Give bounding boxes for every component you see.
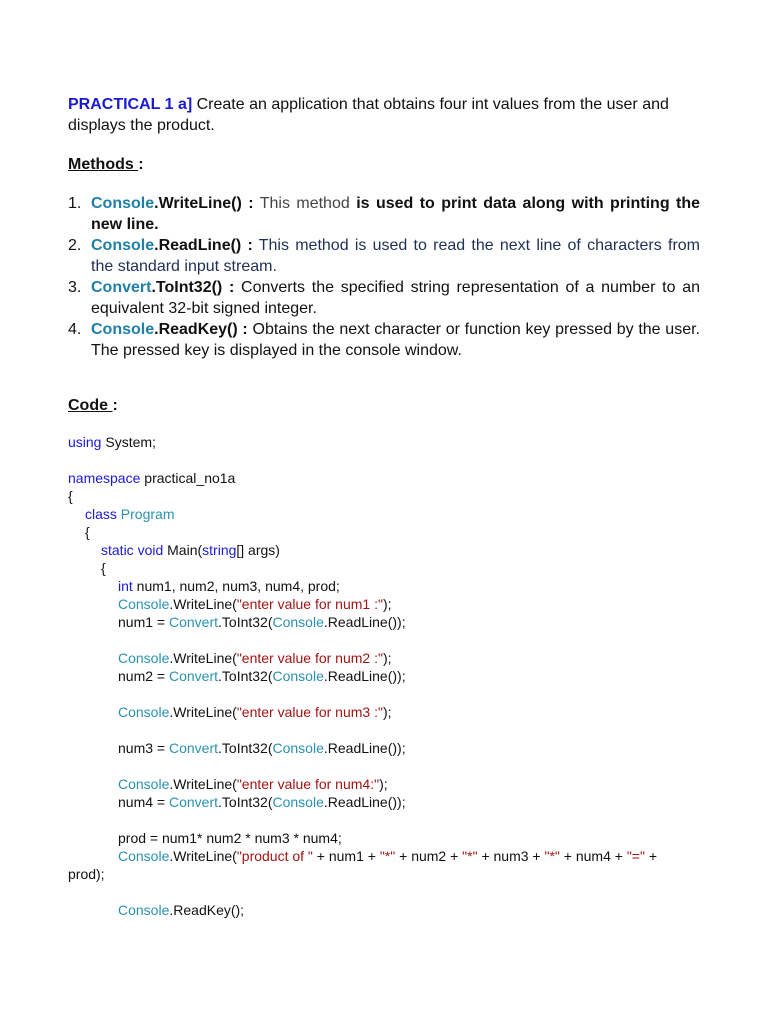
code-line: {	[68, 488, 73, 504]
code-line: num3 = Convert.ToInt32(Console.ReadLine());	[118, 740, 406, 756]
code-line: num1 = Convert.ToInt32(Console.ReadLine());	[118, 614, 406, 630]
practical-label: PRACTICAL 1 a]	[68, 96, 193, 113]
code-line: Console.WriteLine("enter value for num4:");	[118, 776, 388, 792]
code-line: namespace practical_no1a	[68, 470, 236, 486]
practical-description: Create an application that obtains four int values from the user and displays the product.	[68, 96, 669, 134]
code-line: {	[85, 524, 90, 540]
code-line: num2 = Convert.ToInt32(Console.ReadLine());	[118, 668, 406, 684]
method-item: 2. Console.ReadLine() : This method is used to read the next line of characters from the standard input stream.	[68, 237, 700, 275]
code-line: num4 = Convert.ToInt32(Console.ReadLine());	[118, 794, 406, 810]
code-line: prod);	[68, 866, 105, 882]
code-line: prod = num1* num2 * num3 * num4;	[118, 830, 342, 846]
method-item: 3. Convert.ToInt32() : Converts the specified string representation of a number to an equivalent 32-bit signed integer.	[68, 279, 700, 317]
code-line: Console.WriteLine("enter value for num2 :");	[118, 650, 392, 666]
code-line: int num1, num2, num3, num4, prod;	[118, 578, 340, 594]
code-block	[68, 433, 708, 919]
methods-heading: Methods :	[68, 156, 144, 173]
code-line: {	[101, 560, 106, 576]
code-line: class Program	[85, 506, 175, 522]
code-line: Console.WriteLine("product of " + num1 + "*" + num2 + "*" + num3 + "*" + num4 + "=" +	[118, 848, 658, 864]
method-item: 4. Console.ReadKey() : Obtains the next character or function key pressed by the user. The pressed key is displayed in the console window.	[68, 321, 700, 359]
methods-list	[68, 193, 700, 361]
code-line: static void Main(string[] args)	[101, 542, 280, 558]
code-line: Console.WriteLine("enter value for num3 :");	[118, 704, 392, 720]
practical-title	[68, 94, 708, 136]
code-heading: Code :	[68, 397, 118, 414]
method-item: 1. Console.WriteLine() : This method is used to print data along with printing the new line.	[68, 195, 701, 233]
code-line: Console.WriteLine("enter value for num1 :");	[118, 596, 392, 612]
code-line: Console.ReadKey();	[118, 902, 245, 918]
code-line: using System;	[68, 434, 156, 450]
